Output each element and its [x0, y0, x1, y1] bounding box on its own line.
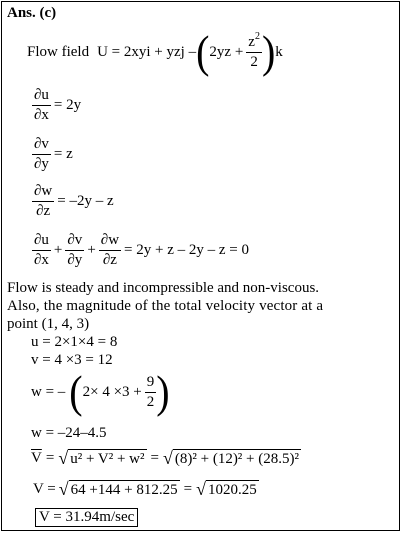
sum-dv-num: ∂v: [65, 233, 84, 251]
v-calc: v = 4 ×3 = 12: [31, 352, 113, 368]
statement-line-3: point (1, 4, 3): [7, 316, 90, 332]
eq-3: =: [183, 481, 193, 497]
sqrt-components-body: u² + V² + w²: [70, 451, 145, 467]
plus-2: +: [87, 242, 96, 258]
left-paren: (: [196, 25, 210, 78]
sum-dv-den: ∂y: [67, 252, 83, 268]
sqrt-total: √ 1020.25: [196, 479, 257, 499]
continuity-sum-line: [32, 233, 249, 268]
sum-dw-den: ∂z: [102, 252, 117, 268]
w-value: w = –24–4.5: [31, 425, 107, 441]
du-num: ∂u: [32, 88, 51, 106]
dw-den: ∂z: [36, 203, 51, 219]
w-left-paren: (: [69, 365, 83, 418]
w-expression: [31, 365, 170, 418]
z-squared-over-2: [246, 30, 262, 70]
flow-field-equation: [27, 25, 283, 78]
frac-num-sup: 2: [254, 30, 260, 42]
answer-heading: Ans. (c): [7, 5, 57, 21]
w-right-paren: ): [156, 365, 170, 418]
sum-dw-num: ∂w: [99, 233, 121, 251]
sqrt-values-body: (8)² + (12)² + (28.5)²: [174, 451, 300, 467]
du-dx-line: [32, 88, 81, 123]
flow-field-tail: k: [275, 43, 283, 60]
dw-dz-line: [32, 184, 114, 219]
u-calc: u = 2×1×4 = 8: [31, 334, 118, 350]
dv-num: ∂v: [32, 137, 51, 155]
final-answer: V = 31.94m/sec: [35, 508, 138, 527]
sqrt-values: √ (8)² + (12)² + (28.5)²: [162, 448, 300, 468]
vector-v: $\overline{V}$: [31, 450, 42, 466]
dw-rhs: = –2y – z: [57, 193, 114, 209]
w-frac-num: 9: [145, 375, 157, 393]
eq-2: =: [150, 450, 159, 466]
w-frac: [145, 375, 157, 410]
eq-1: =: [45, 450, 55, 466]
statement-line-1: Flow is steady and incompressible and non-viscous.: [7, 280, 320, 296]
du-den: ∂x: [34, 107, 49, 123]
right-paren: ): [261, 25, 276, 78]
w-inner: 2× 4 ×3 +: [82, 383, 142, 400]
sqrt-total-body: 1020.25: [207, 482, 257, 498]
v-line-lhs: V =: [33, 481, 56, 497]
plus-1: +: [53, 242, 63, 258]
frac-den: 2: [250, 53, 258, 70]
statement-line-2: Also, the magnitude of the total velocity vector at a: [7, 298, 324, 314]
sum-du-den: ∂x: [34, 252, 49, 268]
flow-field-inner: 2yz +: [209, 43, 244, 60]
answer-panel: [1, 1, 400, 531]
du-rhs: = 2y: [53, 97, 82, 113]
sum-du-num: ∂u: [32, 233, 51, 251]
sum-rhs: = 2y + z – 2y – z = 0: [124, 242, 249, 258]
dw-num: ∂w: [32, 184, 54, 202]
sqrt-sum-body: 64 +144 + 812.25: [70, 482, 178, 498]
frac-num: z: [248, 33, 255, 50]
flow-field-lhs: U = 2xyi + yzj –: [97, 43, 197, 60]
dv-dy-line: [32, 137, 73, 172]
dv-rhs: = z: [53, 146, 73, 162]
dv-den: ∂y: [34, 156, 49, 172]
v-sum-line: [33, 480, 259, 499]
velocity-magnitude-line: [31, 449, 301, 468]
sqrt-components: √ u² + V² + w²: [58, 448, 145, 468]
flow-field-label: Flow field: [27, 43, 90, 60]
w-frac-den: 2: [146, 393, 155, 410]
sqrt-sum: √ 64 +144 + 812.25: [58, 479, 178, 499]
w-lhs: w = –: [31, 383, 66, 400]
